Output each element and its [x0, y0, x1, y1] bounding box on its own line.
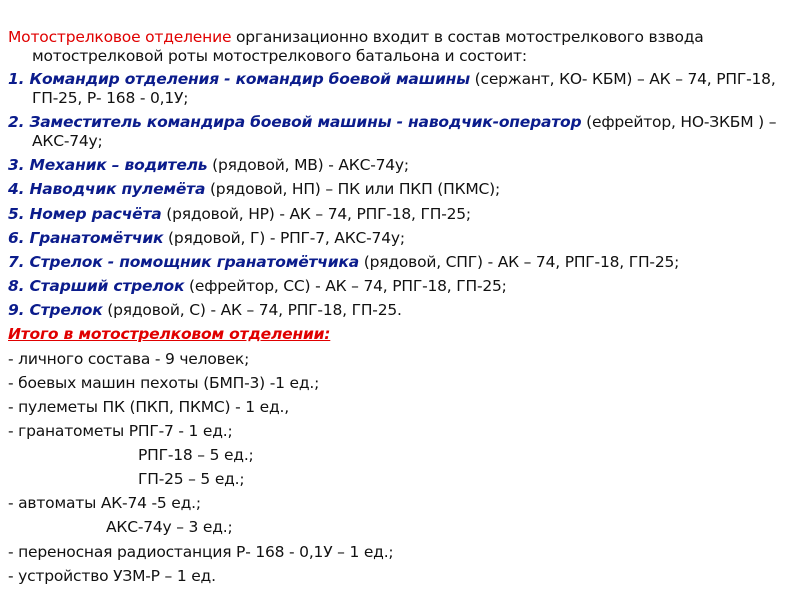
member-8	[8, 277, 792, 296]
member-desc: (ефрейтор, СС) - АК – 74, РПГ-18, ГП-25;	[184, 277, 507, 295]
summary-gp25: ГП-25 – 5 ед.;	[138, 470, 245, 488]
summary-rpg18: РПГ-18 – 5 ед.;	[138, 446, 254, 464]
member-9	[8, 301, 792, 320]
member-number: 5.	[8, 205, 25, 223]
member-role: Гранатомётчик	[24, 229, 164, 247]
member-role: Механик – водитель	[24, 156, 208, 174]
member-1	[8, 70, 800, 108]
member-6	[8, 229, 792, 248]
member-role: Стрелок - помощник гранатомётчика	[24, 253, 359, 271]
summary-ifv: - боевых машин пехоты (БМП-3) -1 ед.;	[8, 374, 320, 392]
member-number: 2.	[8, 113, 25, 131]
member-desc: (рядовой, С) - АК – 74, РПГ-18, ГП-25.	[102, 301, 402, 319]
member-number: 8.	[8, 277, 25, 295]
member-role: Стрелок	[24, 301, 103, 319]
member-4	[8, 180, 792, 199]
intro-text: организационно входит в состав мотострелкового взвода мотострелковой роты мотострелкового батальона и состоит:	[32, 28, 704, 65]
summary-rifles: - автоматы АК-74 -5 ед.;	[8, 494, 201, 512]
member-role: Номер расчёта	[24, 205, 162, 223]
member-number: 6.	[8, 229, 25, 247]
summary-heading-text: Итого в мотострелковом отделении:	[8, 325, 331, 343]
member-7	[8, 253, 792, 272]
member-desc: (рядовой, НР) - АК – 74, РПГ-18, ГП-25;	[161, 205, 471, 223]
summary-machine-guns: - пулеметы ПК (ПКП, ПКМС) - 1 ед.,	[8, 398, 289, 416]
member-number: 1.	[8, 70, 25, 88]
member-desc: (ефрейтор, НО-ЗКБМ ) – АКС-74у;	[32, 113, 777, 150]
member-role: Командир отделения - командир боевой машины	[24, 70, 470, 88]
member-desc: (сержант, КО- КБМ) – АК – 74, РПГ-18, ГП-25, Р- 168 - 0,1У;	[32, 70, 776, 107]
member-desc: (рядовой, МВ) - АКС-74у;	[207, 156, 409, 174]
member-desc: (рядовой, НП) – ПК или ПКП (ПКМС);	[205, 180, 501, 198]
member-desc: (рядовой, СПГ) - АК – 74, РПГ-18, ГП-25;	[359, 253, 680, 271]
intro-paragraph	[8, 28, 800, 66]
summary-aks74u: АКС-74у – 3 ед.;	[106, 518, 233, 536]
summary-personnel: - личного состава - 9 человек;	[8, 350, 250, 368]
member-number: 4.	[8, 180, 25, 198]
member-role: Заместитель командира боевой машины - наводчик-оператор	[24, 113, 582, 131]
member-role: Старший стрелок	[24, 277, 185, 295]
summary-radio: - переносная радиостанция Р- 168 - 0,1У – 1 ед.;	[8, 543, 394, 561]
member-number: 3.	[8, 156, 25, 174]
summary-heading	[8, 325, 792, 344]
member-desc: (рядовой, Г) - РПГ-7, АКС-74у;	[163, 229, 405, 247]
member-role: Наводчик пулемёта	[24, 180, 206, 198]
member-number: 7.	[8, 253, 25, 271]
member-3	[8, 156, 792, 175]
summary-grenade-launchers: - гранатометы РПГ-7 - 1 ед.;	[8, 422, 233, 440]
intro-term: Мотострелковое отделение	[8, 28, 232, 46]
summary-device: - устройство УЗМ-Р – 1 ед.	[8, 567, 216, 585]
member-number: 9.	[8, 301, 25, 319]
member-2	[8, 113, 800, 151]
member-5	[8, 205, 792, 224]
